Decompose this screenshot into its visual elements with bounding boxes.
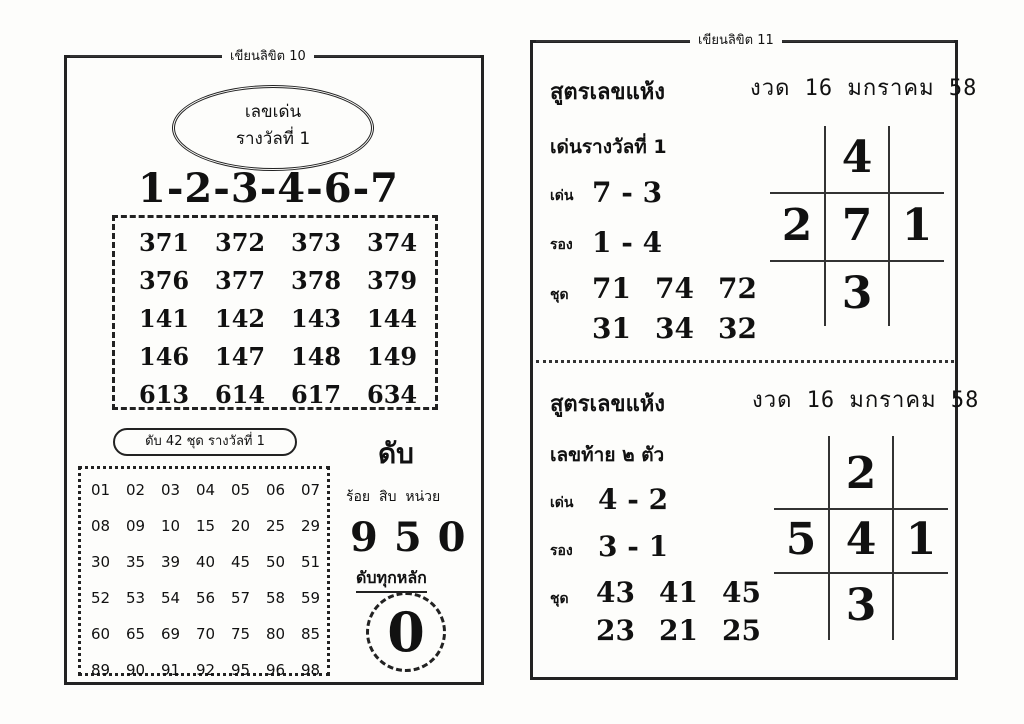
chud-label: ชุด (550, 591, 569, 607)
pair-cell: 98 (300, 661, 321, 679)
cross-bottom: 3 (841, 268, 873, 319)
pair-cell: 89 (90, 661, 111, 679)
dub-all-circle (366, 592, 446, 672)
pair-cell: 51 (300, 553, 321, 571)
triple-cell: 613 (139, 380, 190, 409)
pair-cell: 40 (195, 553, 216, 571)
pair-cell: 60 (90, 625, 111, 643)
pair-cell: 39 (160, 553, 181, 571)
pair-cell: 80 (265, 625, 286, 643)
rong-label: รอง (550, 543, 573, 559)
cross-rule (774, 508, 948, 510)
featured-number-oval (172, 85, 374, 171)
den-label: เด่น (550, 188, 574, 204)
pair-cell: 20 (230, 517, 251, 535)
cross-left: 2 (781, 200, 813, 251)
den-label: เด่น (550, 495, 574, 511)
cross-right: 1 (905, 514, 937, 565)
pair-cell: 70 (195, 625, 216, 643)
triple-cell: 614 (215, 380, 266, 409)
pair-cell: 69 (160, 625, 181, 643)
triple-cell: 378 (291, 266, 342, 295)
pair-cell: 06 (265, 481, 286, 499)
pair-cell: 58 (265, 589, 286, 607)
pair-cell: 65 (125, 625, 146, 643)
chud-cell: 23 (596, 614, 635, 647)
triple-cell: 144 (367, 304, 418, 333)
rong-value: 1 - 4 (592, 226, 663, 259)
pair-cell: 45 (230, 553, 251, 571)
pair-cell: 07 (300, 481, 321, 499)
pair-cell: 95 (230, 661, 251, 679)
pair-cell: 08 (90, 517, 111, 535)
chud-label: ชุด (550, 287, 569, 303)
chud-cell: 43 (596, 576, 635, 609)
triple-cell: 377 (215, 266, 266, 295)
section-divider (536, 360, 954, 363)
den-value: 4 - 2 (598, 483, 669, 516)
triple-cell: 372 (215, 228, 266, 257)
chud-cell: 32 (718, 312, 757, 345)
pair-cell: 52 (90, 589, 111, 607)
pair-cell: 01 (90, 481, 111, 499)
pair-cell: 75 (230, 625, 251, 643)
pair-cell: 91 (160, 661, 181, 679)
pair-cell: 96 (265, 661, 286, 679)
pair-cell: 54 (160, 589, 181, 607)
cross-rule (770, 260, 944, 262)
cross-center: 4 (845, 514, 877, 565)
triple-cell: 148 (291, 342, 342, 371)
pair-cell: 04 (195, 481, 216, 499)
triple-cell: 141 (139, 304, 190, 333)
section-subtitle: เลขท้าย ๒ ตัว (550, 444, 665, 466)
cross-top: 2 (845, 448, 877, 499)
chud-cell: 34 (655, 312, 694, 345)
pair-cell: 59 (300, 589, 321, 607)
triple-cell: 147 (215, 342, 266, 371)
pair-cell: 53 (125, 589, 146, 607)
chud-cell: 45 (722, 576, 761, 609)
pair-cell: 10 (160, 517, 181, 535)
triple-cell: 379 (367, 266, 418, 295)
pair-cell: 02 (125, 481, 146, 499)
pair-cell: 30 (90, 553, 111, 571)
cross-rule (774, 572, 948, 574)
oval-line-1: เลขเด่น (244, 102, 302, 122)
chud-cell: 72 (718, 272, 757, 305)
section-subtitle: เด่นรางวัลที่ 1 (550, 136, 667, 158)
cross-right: 1 (901, 200, 933, 251)
pair-cell: 56 (195, 589, 216, 607)
pair-cell: 35 (125, 553, 146, 571)
formula-title: สูตรเลขแห้ง (550, 392, 665, 417)
chud-cell: 25 (722, 614, 761, 647)
triple-cell: 371 (139, 228, 190, 257)
dub-digits: 950 (350, 514, 482, 561)
chud-cell: 21 (659, 614, 698, 647)
chud-cell: 74 (655, 272, 694, 305)
cross-rule (770, 192, 944, 194)
cross-bottom: 3 (845, 580, 877, 631)
right-page-header: เขียนลิขิต 11 (690, 29, 782, 50)
triple-cell: 634 (367, 380, 418, 409)
dub-set-label: ดับ 42 ชุด รางวัลที่ 1 (113, 428, 297, 456)
triple-cell: 146 (139, 342, 190, 371)
pair-cell: 15 (195, 517, 216, 535)
dub-position-labels: ร้อย สิบ หน่วย (346, 489, 441, 505)
draw-date: งวด 16 มกราคม 58 (752, 388, 980, 413)
triple-cell: 149 (367, 342, 418, 371)
pair-cell: 57 (230, 589, 251, 607)
oval-line-2: รางวัลที่ 1 (235, 129, 311, 149)
pair-cell: 05 (230, 481, 251, 499)
pair-cell: 09 (125, 517, 146, 535)
triples-grid (139, 228, 443, 409)
left-page-header: เขียนลิขิต 10 (222, 45, 314, 66)
pairs-box (78, 466, 330, 679)
draw-date: งวด 16 มกราคม 58 (750, 76, 978, 101)
dub-title: ดับ (378, 437, 414, 470)
pair-cell: 50 (265, 553, 286, 571)
rong-label: รอง (550, 237, 573, 253)
pair-cell: 85 (300, 625, 321, 643)
formula-title: สูตรเลขแห้ง (550, 80, 665, 105)
triple-cell: 143 (291, 304, 342, 333)
triples-box (112, 215, 438, 410)
triple-cell: 374 (367, 228, 418, 257)
dub-all-digit: 0 (387, 600, 425, 664)
triple-cell: 142 (215, 304, 266, 333)
triple-cell: 376 (139, 266, 190, 295)
pair-cell: 29 (300, 517, 321, 535)
rong-value: 3 - 1 (598, 530, 669, 563)
cross-top: 4 (841, 132, 873, 183)
cross-left: 5 (785, 514, 817, 565)
cross-center: 7 (841, 200, 873, 251)
pairs-grid (83, 481, 328, 679)
pair-cell: 03 (160, 481, 181, 499)
dub-all-label: ดับทุกหลัก (356, 566, 427, 593)
triple-cell: 373 (291, 228, 342, 257)
featured-sequence: 1-2-3-4-6-7 (138, 165, 399, 212)
pair-cell: 90 (125, 661, 146, 679)
pair-cell: 92 (195, 661, 216, 679)
pair-cell: 25 (265, 517, 286, 535)
triple-cell: 617 (291, 380, 342, 409)
den-value: 7 - 3 (592, 176, 663, 209)
chud-cell: 41 (659, 576, 698, 609)
chud-cell: 71 (592, 272, 631, 305)
chud-cell: 31 (592, 312, 631, 345)
